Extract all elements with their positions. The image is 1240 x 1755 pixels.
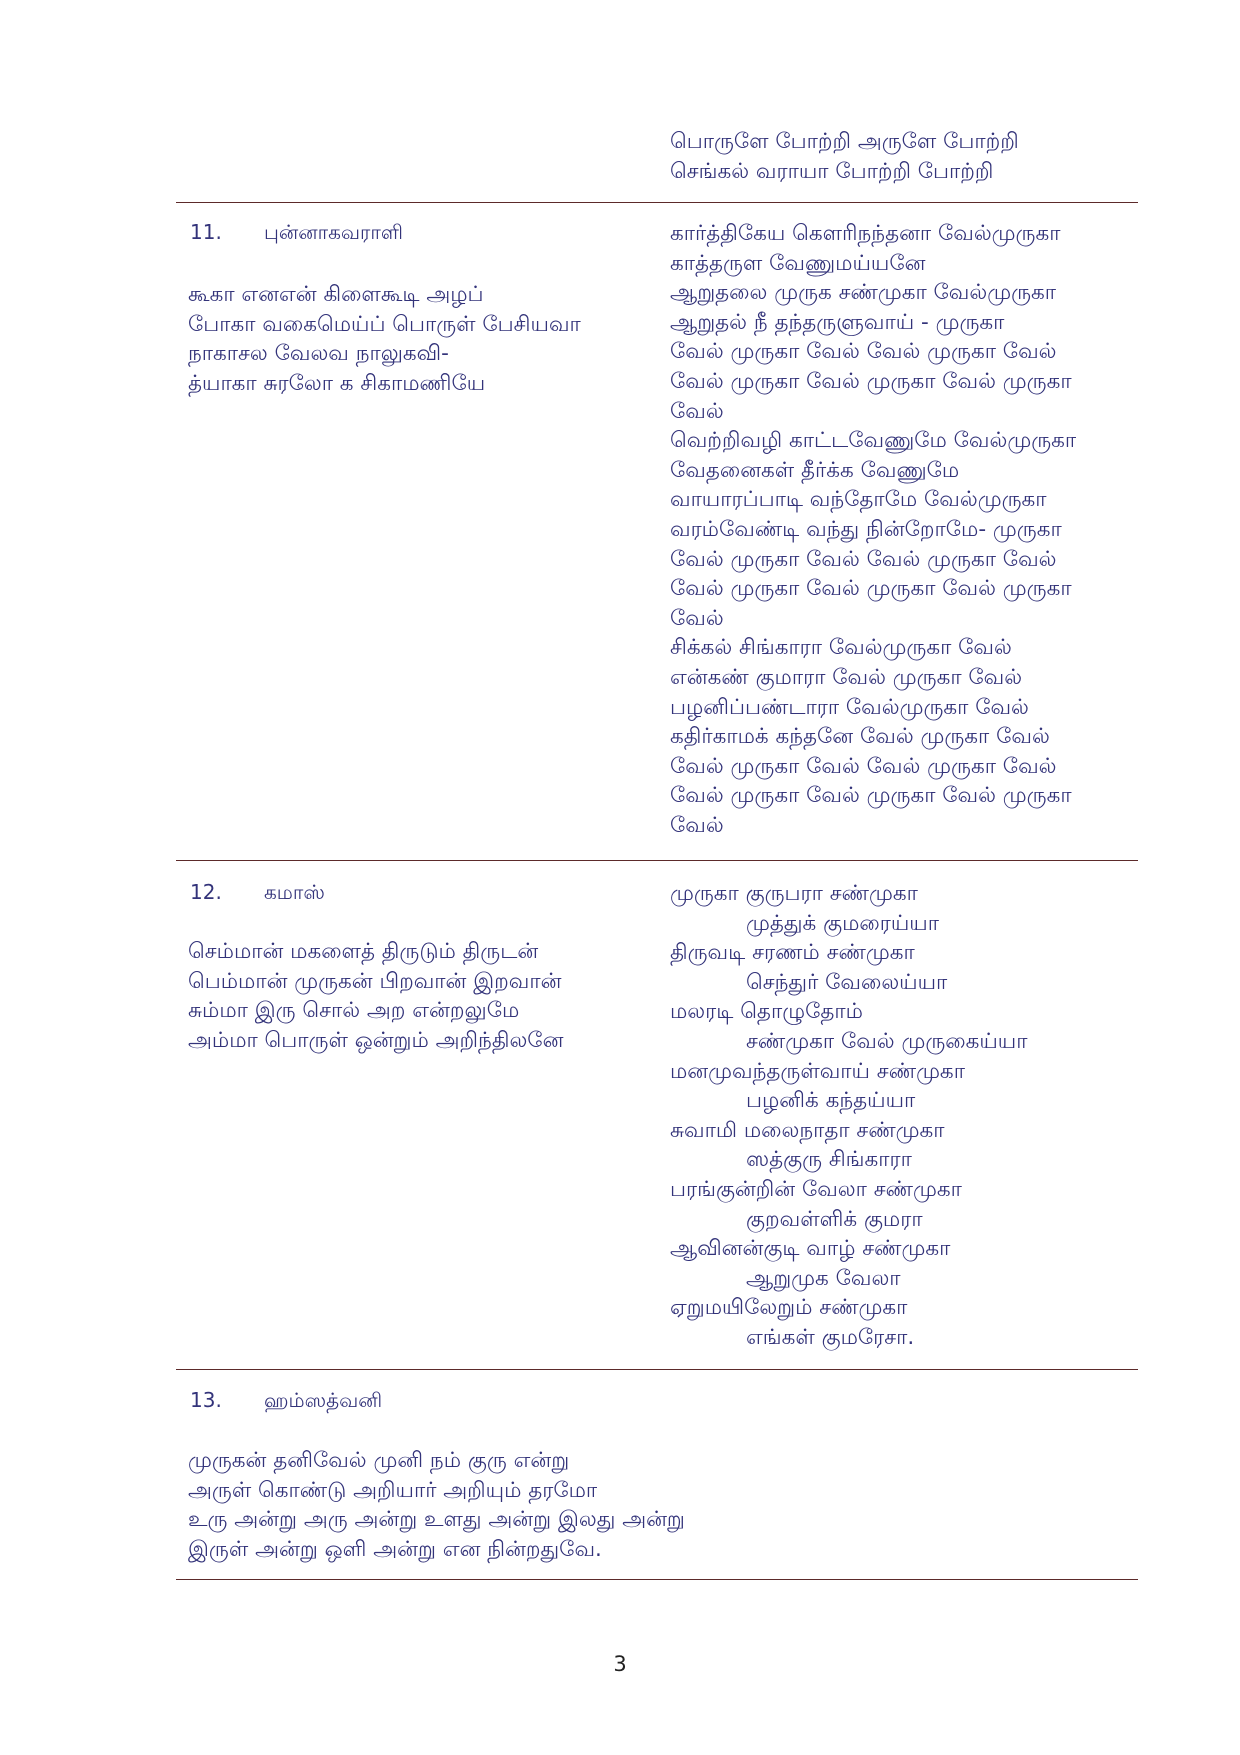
section-divider <box>176 1369 1138 1370</box>
verse-line: அம்மா பொருள் ஒன்றும் அறிந்திலனே <box>188 1027 564 1053</box>
verse-line: செந்துர் வேலைய்யா <box>746 969 948 995</box>
verse-line: வேதனைகள் தீர்க்க வேணுமே <box>670 457 960 483</box>
verse-line: வாயாரப்பாடி வந்தோமே வேல்முருகா <box>670 487 1047 513</box>
verse-line: கூகா எனஎன் கிளைகூடி அழப் <box>188 282 484 307</box>
verse-line: என்கண் குமாரா வேல் முருகா வேல் <box>670 664 1023 690</box>
verse-line: வரம்வேண்டி வந்து நின்றோமே- முருகா <box>670 516 1062 542</box>
verse-line: முருகன் தனிவேல் முனி நம் குரு என்று <box>188 1448 570 1473</box>
verse-line: பழனிப்பண்டாரா வேல்முருகா வேல் <box>670 694 1029 720</box>
verse-line: இருள் அன்று ஒளி அன்று என நின்றதுவே. <box>188 1536 602 1562</box>
verse-line: த்யாகா சுரலோ க சிகாமணியே <box>188 370 486 396</box>
verse-line: ஏறுமயிலேறும் சண்முகா <box>670 1295 908 1321</box>
verse-line: சிக்கல் சிங்காரா வேல்முருகா வேல் <box>670 635 1012 661</box>
verse-line: போகா வகைமெய்ப் பொருள் பேசியவா <box>188 311 581 337</box>
section-11-verse-right <box>670 219 1076 840</box>
section-divider <box>176 202 1138 203</box>
verse-line: எங்கள் குமரேசா. <box>746 1324 915 1350</box>
verse-line: முருகா குருபரா சண்முகா <box>670 881 918 906</box>
verse-line: ஆறுதல் நீ தந்தருளுவாய் - முருகா <box>670 309 1005 335</box>
verse-line: பொருளே போற்றி அருளே போற்றி <box>670 129 1019 154</box>
verse-line: பரங்குன்றின் வேலா சண்முகா <box>670 1176 962 1202</box>
verse-line: ஆறுதலை முருக சண்முகா வேல்முருகா <box>670 280 1057 306</box>
verse-line: கதிர்காமக் கந்தனே வேல் முருகா வேல் <box>670 724 1050 750</box>
section-13-verse-left <box>188 1446 685 1564</box>
verse-line: வேல் முருகா வேல் முருகா வேல் முருகா <box>670 368 1072 394</box>
verse-line: சும்மா இரு சொல் அற என்றலுமே <box>188 998 520 1024</box>
raga-name: கமாஸ் <box>264 880 325 904</box>
top-verse-right <box>670 127 1019 186</box>
raga-name: புன்னாகவராளி <box>264 220 403 244</box>
verse-line: வேல் <box>670 605 724 631</box>
verse-line: உரு அன்று அரு அன்று உளது அன்று இலது அன்று <box>188 1507 685 1533</box>
verse-line: செங்கல் வராயா போற்றி போற்றி <box>670 158 994 184</box>
section-divider <box>176 860 1138 861</box>
verse-line: வேல் முருகா வேல் வேல் முருகா வேல் <box>670 339 1057 365</box>
section-number: 13. <box>190 1388 222 1412</box>
section-number: 12. <box>190 880 222 904</box>
verse-line: முத்துக் குமரைய்யா <box>746 910 939 936</box>
page-number: 3 <box>613 1652 627 1676</box>
verse-line: வேல் <box>670 398 724 424</box>
raga-name: ஹம்ஸத்வனி <box>264 1388 383 1412</box>
section-12-verse-left <box>188 937 563 1055</box>
verse-line: மனமுவந்தருள்வாய் சண்முகா <box>670 1058 965 1084</box>
verse-line: பெம்மான் முருகன் பிறவான் இறவான் <box>188 968 562 994</box>
verse-line: திருவடி சரணம் சண்முகா <box>670 940 915 966</box>
verse-line: சண்முகா வேல் முருகைய்யா <box>746 1028 1028 1054</box>
verse-line: நாகாசல வேலவ நாலுகவி- <box>188 341 449 367</box>
verse-line: கார்த்திகேய கௌரிநந்தனா வேல்முருகா <box>670 221 1061 246</box>
section-11-verse-left <box>188 280 581 398</box>
section-number: 11. <box>190 220 222 244</box>
verse-line: ஸத்குரு சிங்காரா <box>746 1147 912 1173</box>
verse-line: அருள் கொண்டு அறியார் அறியும் தரமோ <box>188 1477 598 1503</box>
verse-line: வேல் முருகா வேல் வேல் முருகா வேல் <box>670 753 1057 779</box>
verse-line: வேல் முருகா வேல் முருகா வேல் முருகா <box>670 783 1072 809</box>
section-12-verse-right <box>670 879 1027 1353</box>
verse-line: ஆவினன்குடி வாழ் சண்முகா <box>670 1236 951 1262</box>
section-divider <box>176 1579 1138 1580</box>
verse-line: மலரடி தொழுதோம் <box>670 999 863 1025</box>
verse-line: சுவாமி மலைநாதா சண்முகா <box>670 1117 945 1143</box>
verse-line: வெற்றிவழி காட்டவேணுமே வேல்முருகா <box>670 428 1077 454</box>
verse-line: வேல் முருகா வேல் முருகா வேல் முருகா <box>670 576 1072 602</box>
verse-line: ஆறுமுக வேலா <box>746 1265 901 1291</box>
verse-line: காத்தருள வேணுமய்யனே <box>670 250 926 276</box>
verse-line: செம்மான் மகளைத் திருடும் திருடன் <box>188 939 539 964</box>
verse-line: குறவள்ளிக் குமரா <box>746 1206 923 1232</box>
verse-line: வேல் <box>670 812 724 838</box>
verse-line: வேல் முருகா வேல் வேல் முருகா வேல் <box>670 546 1057 572</box>
verse-line: பழனிக் கந்தய்யா <box>746 1088 916 1114</box>
